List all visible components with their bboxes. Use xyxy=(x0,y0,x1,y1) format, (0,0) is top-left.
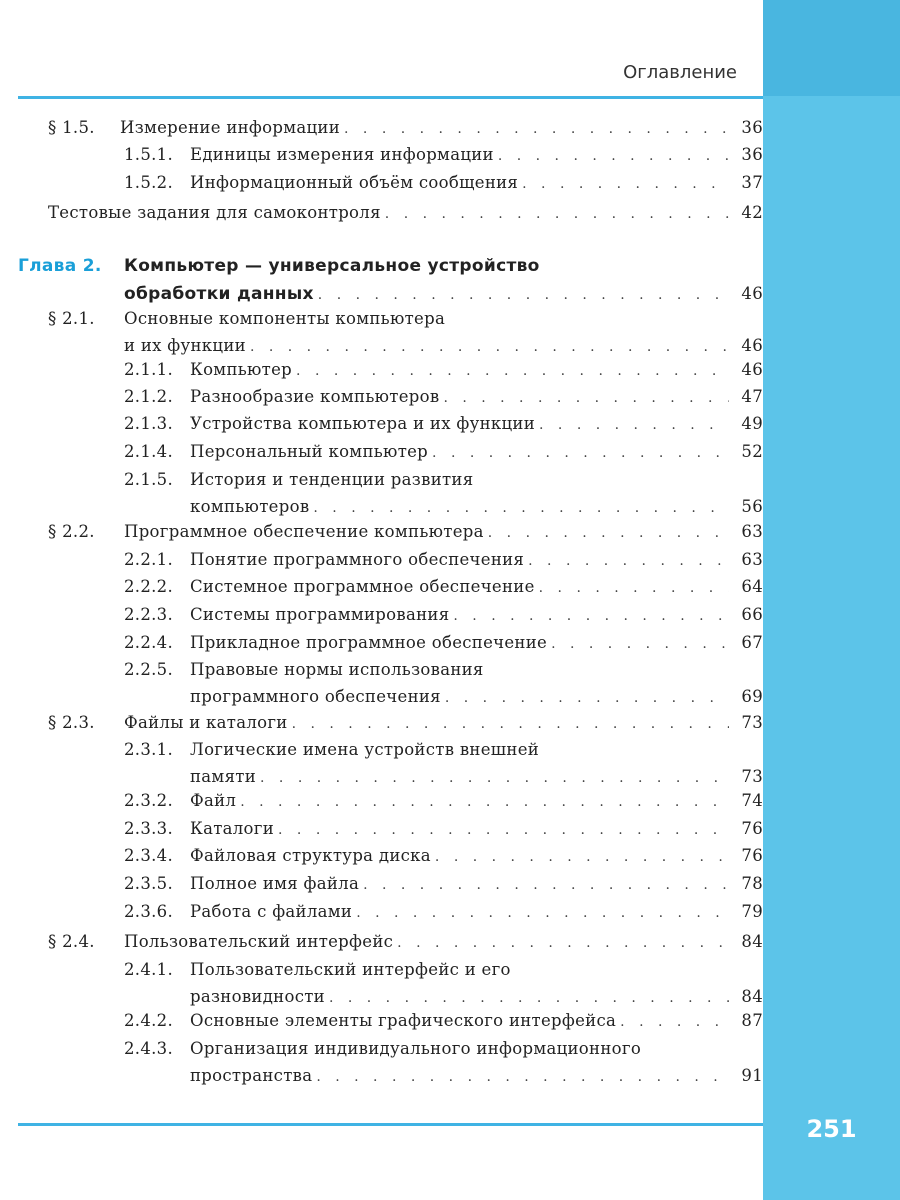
toc-page: 47 xyxy=(741,387,763,406)
toc-entry-subsection[interactable] xyxy=(124,141,763,170)
toc-number: § 1.5. xyxy=(48,118,95,137)
toc-title: Системы программирования xyxy=(190,605,450,624)
dot-leader xyxy=(432,440,729,467)
toc-number: 2.2.1. xyxy=(124,550,174,569)
toc-entry-subsection[interactable] xyxy=(124,466,763,522)
toc-number: 2.2.2. xyxy=(124,577,174,596)
dot-leader xyxy=(385,201,729,228)
toc-title-line2: программного обеспечения xyxy=(190,687,441,706)
toc-entry-subsection[interactable] xyxy=(124,1007,763,1036)
toc-page: 78 xyxy=(741,874,763,893)
toc-title-line1: Организация индивидуального информационного xyxy=(190,1039,642,1058)
running-header: Оглавление xyxy=(623,62,737,83)
toc-page: 64 xyxy=(741,577,763,596)
toc-title: Прикладное программное обеспечение xyxy=(190,633,548,652)
toc-number: § 2.3. xyxy=(48,713,95,732)
toc-title: Основные элементы графического интерфейса xyxy=(190,1011,617,1030)
toc-entry-subsection[interactable] xyxy=(124,573,763,602)
toc-page: 63 xyxy=(741,550,763,569)
toc-title-line2: и их функции xyxy=(124,336,246,355)
toc-page: 52 xyxy=(741,442,763,461)
toc-title: Каталоги xyxy=(190,819,275,838)
toc-page: 69 xyxy=(741,687,763,706)
toc-title: Пользовательский интерфейс xyxy=(124,932,394,951)
toc-page: 46 xyxy=(741,284,763,303)
toc-entry-section[interactable] xyxy=(48,709,763,738)
dot-leader xyxy=(240,789,729,816)
toc-page: 79 xyxy=(741,902,763,921)
toc-entry-subsection[interactable] xyxy=(124,736,763,792)
dot-leader xyxy=(296,358,729,385)
toc-title: Работа с файлами xyxy=(190,902,353,921)
toc-page: 91 xyxy=(741,1066,763,1085)
dot-leader xyxy=(488,520,729,547)
toc-entry-subsection[interactable] xyxy=(124,842,763,871)
toc-title-line1: Логические имена устройств внешней xyxy=(190,740,540,759)
dot-leader xyxy=(397,930,729,957)
dot-leader xyxy=(278,817,729,844)
toc-page: 66 xyxy=(741,605,763,624)
toc-title: Компьютер xyxy=(190,360,293,379)
toc-entry-tests[interactable] xyxy=(48,199,763,228)
toc-title: Разнообразие компьютеров xyxy=(190,387,440,406)
toc-number: 2.1.1. xyxy=(124,360,174,379)
toc-number: 2.1.3. xyxy=(124,414,174,433)
toc-entry-chapter[interactable] xyxy=(18,253,763,309)
toc-title: Файл xyxy=(190,791,237,810)
dot-leader xyxy=(356,900,729,927)
toc-entry-subsection[interactable] xyxy=(124,410,763,439)
toc-entry-subsection[interactable] xyxy=(124,787,763,816)
toc-title-line1: Основные компоненты компьютера xyxy=(124,309,446,328)
toc-number: 2.2.4. xyxy=(124,633,174,652)
toc-entry-subsection[interactable] xyxy=(124,383,763,412)
toc-title-line1: История и тенденции развития xyxy=(190,470,474,489)
toc-page: 76 xyxy=(741,819,763,838)
chapter-title-line2: обработки данных xyxy=(124,284,314,304)
toc-number: 2.2.5. xyxy=(124,660,174,679)
chapter-title-line1: Компьютер — универсальное устройство xyxy=(124,256,540,276)
toc-entry-subsection[interactable] xyxy=(124,1035,763,1091)
footer-rule xyxy=(18,1123,763,1126)
toc-entry-subsection[interactable] xyxy=(124,956,763,1012)
toc-entry-subsection[interactable] xyxy=(124,546,763,575)
toc-number: 2.1.4. xyxy=(124,442,174,461)
toc-title: Полное имя файла xyxy=(190,874,360,893)
toc-title-line1: Правовые нормы использования xyxy=(190,660,484,679)
dot-leader xyxy=(620,1009,729,1036)
toc-title: Файлы и каталоги xyxy=(124,713,288,732)
toc-number: § 2.1. xyxy=(48,309,95,328)
toc-entry-section[interactable] xyxy=(48,114,763,143)
toc-page: 42 xyxy=(741,203,763,222)
dot-leader xyxy=(292,711,729,738)
toc-number: 1.5.1. xyxy=(124,145,174,164)
toc-entry-subsection[interactable] xyxy=(124,169,763,198)
toc-page: 84 xyxy=(741,987,763,1006)
toc-number: § 2.2. xyxy=(48,522,95,541)
toc-title-line1: Пользовательский интерфейс и его xyxy=(190,960,511,979)
toc-title: Понятие программного обеспечения xyxy=(190,550,525,569)
toc-title: Персональный компьютер xyxy=(190,442,429,461)
toc-number: 2.3.4. xyxy=(124,846,174,865)
toc-title: Устройства компьютера и их функции xyxy=(190,414,536,433)
side-color-bar-top xyxy=(763,0,900,96)
toc-title: Системное программное обеспечение xyxy=(190,577,535,596)
toc-number: § 2.4. xyxy=(48,932,95,951)
toc-page: 84 xyxy=(741,932,763,951)
toc-title: Тестовые задания для самоконтроля xyxy=(48,203,381,222)
toc-entry-subsection[interactable] xyxy=(124,629,763,658)
chapter-number: Глава 2. xyxy=(18,256,102,276)
toc-entry-subsection[interactable] xyxy=(124,815,763,844)
dot-leader xyxy=(528,548,729,575)
toc-entry-subsection[interactable] xyxy=(124,356,763,385)
toc-number: 2.3.1. xyxy=(124,740,174,759)
dot-leader xyxy=(539,575,729,602)
toc-entry-subsection[interactable] xyxy=(124,898,763,927)
toc-entry-subsection[interactable] xyxy=(124,870,763,899)
toc-page: 36 xyxy=(741,145,763,164)
toc-page: 67 xyxy=(741,633,763,652)
toc-page: 46 xyxy=(741,360,763,379)
dot-leader xyxy=(498,143,729,170)
dot-leader xyxy=(551,631,729,658)
toc-title-line2: пространства xyxy=(190,1066,313,1085)
toc-title: Файловая структура диска xyxy=(190,846,431,865)
toc-page: 56 xyxy=(741,497,763,516)
toc-entry-section[interactable] xyxy=(48,305,763,361)
toc-entry-subsection[interactable] xyxy=(124,601,763,630)
side-color-bar xyxy=(763,0,900,1200)
toc-title: Программное обеспечение компьютера xyxy=(124,522,484,541)
toc-entry-section[interactable] xyxy=(48,928,763,957)
toc-page: 73 xyxy=(741,767,763,786)
toc-number: 2.4.1. xyxy=(124,960,174,979)
dot-leader xyxy=(435,844,729,871)
toc-title-line2: компьютеров xyxy=(190,497,310,516)
toc-page: 46 xyxy=(741,336,763,355)
dot-leader xyxy=(344,116,729,143)
toc-number: 2.1.5. xyxy=(124,470,174,489)
toc-number: 1.5.2. xyxy=(124,173,174,192)
toc-entry-section[interactable] xyxy=(48,518,763,547)
toc-title: Измерение информации xyxy=(120,118,341,137)
dot-leader xyxy=(445,685,729,712)
toc-entry-subsection[interactable] xyxy=(124,656,763,712)
dot-leader xyxy=(443,385,729,412)
toc-page: 74 xyxy=(741,791,763,810)
toc-page: 37 xyxy=(741,173,763,192)
toc-page: 87 xyxy=(741,1011,763,1030)
toc-title-line2: разновидности xyxy=(190,987,325,1006)
toc-page: 63 xyxy=(741,522,763,541)
toc-number: 2.2.3. xyxy=(124,605,174,624)
toc-number: 2.3.5. xyxy=(124,874,174,893)
toc-number: 2.3.3. xyxy=(124,819,174,838)
dot-leader xyxy=(316,1064,729,1091)
toc-number: 2.3.6. xyxy=(124,902,174,921)
toc-title: Информационный объём сообщения xyxy=(190,173,519,192)
dot-leader xyxy=(539,412,729,439)
toc-page: 73 xyxy=(741,713,763,732)
toc-entry-subsection[interactable] xyxy=(124,438,763,467)
toc-title: Единицы измерения информации xyxy=(190,145,494,164)
toc-number: 2.4.2. xyxy=(124,1011,174,1030)
toc-number: 2.1.2. xyxy=(124,387,174,406)
dot-leader xyxy=(363,872,729,899)
toc-page: 76 xyxy=(741,846,763,865)
toc-page: 49 xyxy=(741,414,763,433)
dot-leader xyxy=(522,171,729,198)
toc-number: 2.3.2. xyxy=(124,791,174,810)
toc-number: 2.4.3. xyxy=(124,1039,174,1058)
toc-page: 36 xyxy=(741,118,763,137)
page-number: 251 xyxy=(806,1115,857,1143)
dot-leader xyxy=(453,603,729,630)
toc-title-line2: памяти xyxy=(190,767,257,786)
